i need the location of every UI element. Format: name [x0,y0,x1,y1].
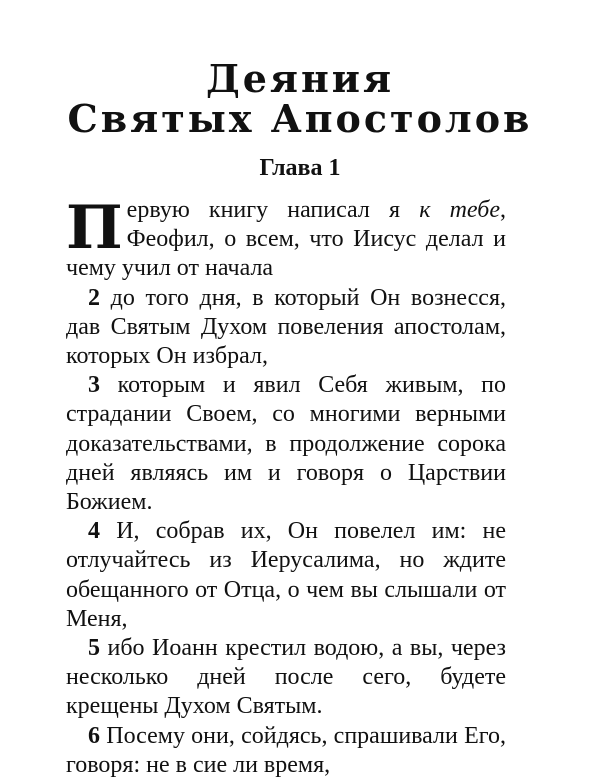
verse-1-italic: к тебе [419,197,500,223]
verse-number: 2 [88,284,100,311]
book-title-line-1: Деяния [205,56,395,101]
verse-6 [66,722,506,780]
verse-1 [66,193,506,284]
verse-1-text-end: , Феофил, о всем, что Иисус делал и чему учил от начала [66,197,506,282]
verse-text: до того дня, в который Он вознесся, дав Святым Духом повеления апостолам, которых Он избрал, [66,284,506,370]
drop-cap: П [66,193,123,263]
verse-1-text-start: ервую книгу написал я [126,197,420,223]
verse-5 [66,634,506,722]
verse-number: 4 [88,518,100,545]
verse-3 [66,371,506,517]
verse-text: Посему они, сойдясь, спрашивали Его, говоря: не в сие ли время, [66,722,506,778]
verse-number: 3 [88,372,100,399]
verse-text: которым и явил Себя живым, по страдании Своем, со многими верными доказательствами, в продолжение сорока дней являясь им и говоря о Царствии Божием. [66,372,506,516]
verse-text: ибо Иоанн крестил водою, а вы, через несколько дней после сего, будете крещены Духом Святым. [66,635,506,720]
scripture-text [66,193,506,780]
verse-text: И, собрав их, Он повелел им: не отлучайтесь из Иерусалима, но ждите обещанного от Отца, о чем вы слышали от Меня, [66,518,506,632]
chapter-heading: Глава 1 [259,155,341,181]
verse-number: 5 [88,635,100,662]
verse-2 [66,284,506,372]
verse-number: 6 [88,722,100,749]
verse-4 [66,517,506,634]
book-title-line-2: Святых Апостолов [67,96,533,141]
